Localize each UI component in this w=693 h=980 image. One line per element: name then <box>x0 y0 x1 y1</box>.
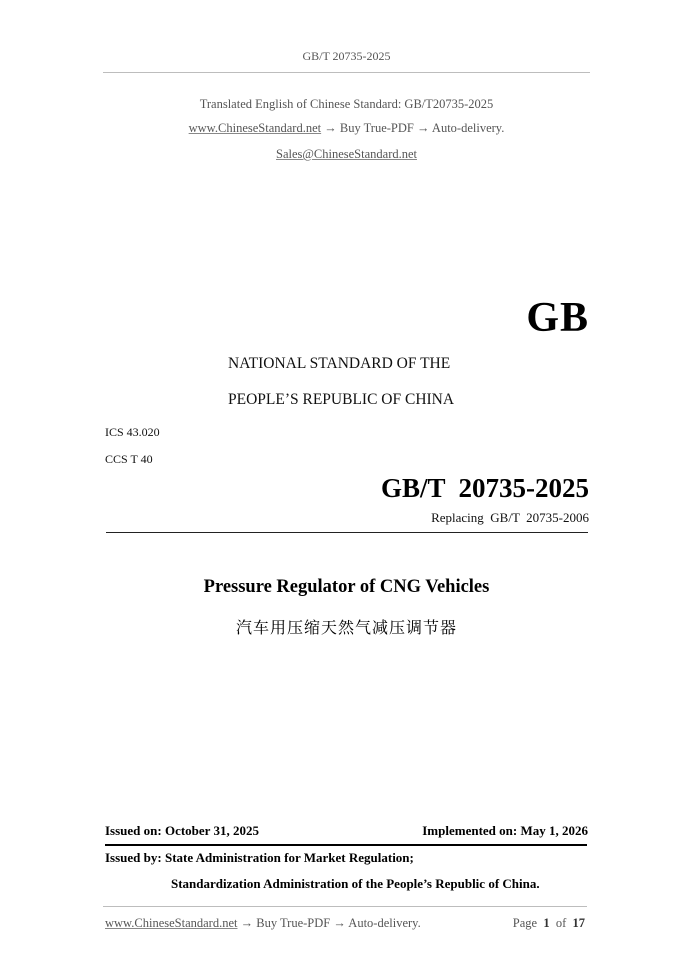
page-indicator <box>513 916 585 931</box>
national-standard-line-1: NATIONAL STANDARD OF THE <box>228 355 451 372</box>
issued-by-line-1: Issued by: State Administration for Market Regulation; <box>105 850 414 865</box>
translation-notice: Translated English of Chinese Standard: GB/T20735-2025 <box>199 97 494 111</box>
replacing-standard: Replacing GB/T 20735-2006 <box>431 510 589 525</box>
page-of: of <box>555 916 567 930</box>
header-divider <box>103 72 590 73</box>
page-total: 17 <box>572 916 585 930</box>
purchase-line <box>0 121 693 136</box>
footer-divider <box>103 906 587 907</box>
page-current: 1 <box>543 916 550 930</box>
document-title-english: Pressure Regulator of CNG Vehicles <box>203 577 490 597</box>
implemented-on-date: Implemented on: May 1, 2026 <box>422 823 588 838</box>
sales-email-link[interactable]: Sales@ChineseStandard.net <box>276 147 417 161</box>
issued-by-line-2: Standardization Administration of the People’s Republic of China. <box>171 876 540 891</box>
issued-on-date: Issued on: October 31, 2025 <box>105 823 259 838</box>
standard-number: GB/T 20735-2025 <box>380 473 589 503</box>
ics-code: ICS 43.020 <box>105 425 160 439</box>
purchase-line-suffix: → Buy True-PDF → Auto-delivery. <box>321 121 505 135</box>
footer-chinese-standard-link[interactable]: www.ChineseStandard.net <box>105 916 238 930</box>
national-standard-line-2: PEOPLE’S REPUBLIC OF CHINA <box>228 391 455 408</box>
issue-divider <box>105 844 587 846</box>
ccs-code: CCS T 40 <box>105 452 153 466</box>
gb-logo: GB <box>526 295 589 341</box>
sales-email-line <box>0 147 693 162</box>
footer-purchase-line <box>105 916 421 931</box>
chinese-standard-link[interactable]: www.ChineseStandard.net <box>188 121 322 135</box>
running-header: GB/T 20735-2025 <box>302 49 391 63</box>
footer-purchase-suffix: → Buy True-PDF → Auto-delivery. <box>237 916 421 930</box>
document-title-chinese: 汽车用压缩天然气减压调节器 <box>235 618 457 637</box>
title-divider <box>106 532 588 533</box>
page-label: Page <box>512 916 538 930</box>
